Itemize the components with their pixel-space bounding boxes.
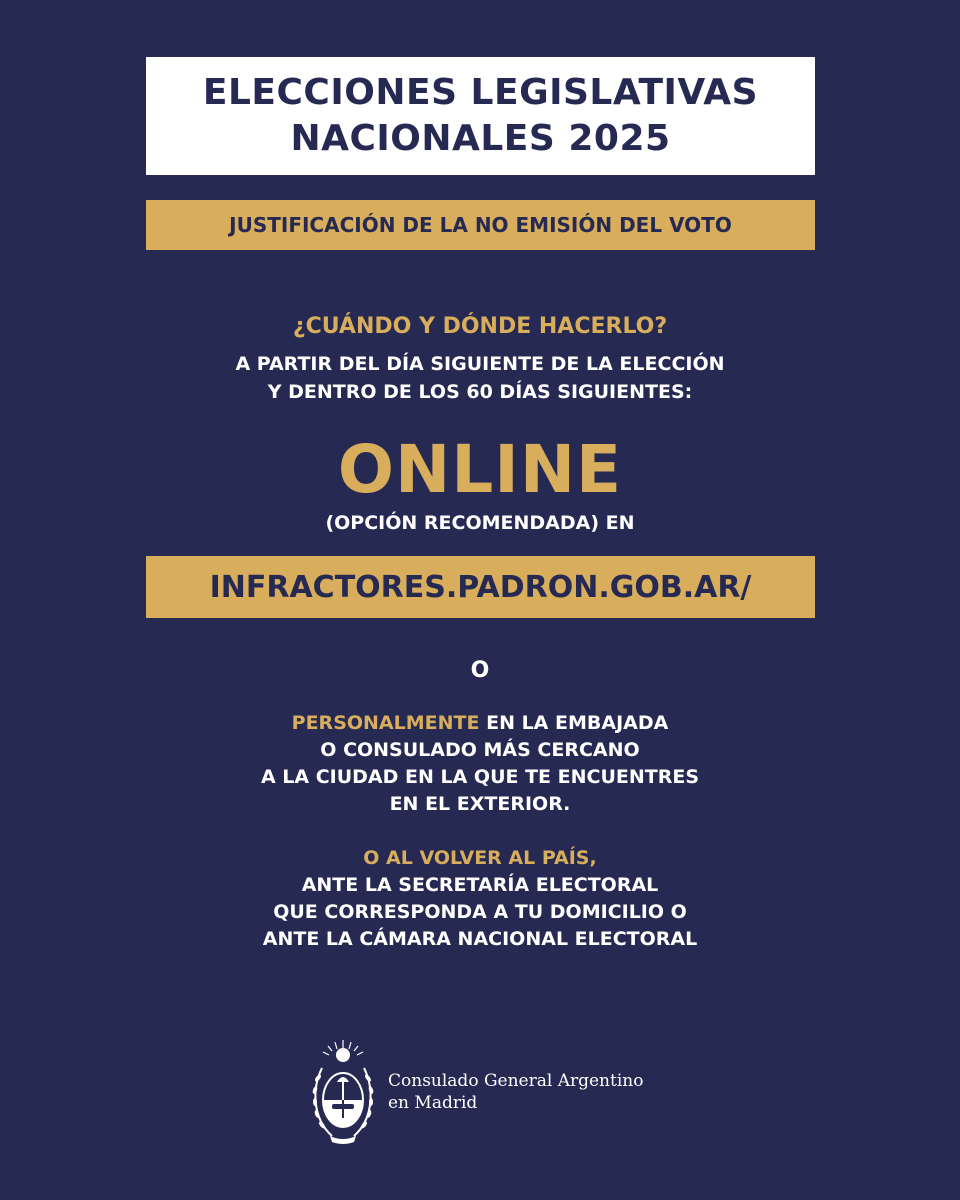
in-person-line-1 xyxy=(0,710,960,737)
in-person-highlight: PERSONALMENTE xyxy=(291,712,480,734)
subtitle-banner xyxy=(146,200,815,250)
title-line-2: NACIONALES 2025 xyxy=(290,118,671,159)
when-answer-line-1: A PARTIR DEL DÍA SIGUIENTE DE LA ELECCIÓN xyxy=(235,353,725,375)
return-highlight: O AL VOLVER AL PAÍS, xyxy=(363,847,597,869)
return-line-3: QUE CORRESPONDA A TU DOMICILIO O xyxy=(273,901,687,923)
consulate-name-line-2: en Madrid xyxy=(388,1093,478,1113)
argentina-coat-of-arms-icon xyxy=(308,1038,378,1146)
subtitle-text: JUSTIFICACIÓN DE LA NO EMISIÓN DEL VOTO xyxy=(229,213,732,237)
in-person-line-2: O CONSULADO MÁS CERCANO xyxy=(320,739,640,761)
title-line-1: ELECCIONES LEGISLATIVAS xyxy=(202,72,759,113)
footer-organization xyxy=(308,1036,668,1148)
in-person-line-4: EN EL EXTERIOR. xyxy=(389,793,571,815)
online-heading: ONLINE xyxy=(337,431,623,508)
in-person-line-1-rest: EN LA EMBAJADA xyxy=(479,712,669,734)
consulate-name xyxy=(388,1070,643,1114)
in-person-block xyxy=(0,710,960,818)
recommended-option-note: (OPCIÓN RECOMENDADA) EN xyxy=(325,512,635,534)
in-person-line-3: A LA CIUDAD EN LA QUE TE ENCUENTRES xyxy=(260,766,700,788)
consulate-name-line-1: Consulado General Argentino xyxy=(388,1071,644,1091)
url-banner xyxy=(146,556,815,618)
return-line-2: ANTE LA SECRETARÍA ELECTORAL xyxy=(301,874,659,896)
return-block xyxy=(0,845,960,953)
or-separator: O xyxy=(470,658,490,683)
when-where-answer xyxy=(0,350,960,406)
when-where-question: ¿CUÁNDO Y DÓNDE HACERLO? xyxy=(292,314,668,339)
return-line-4: ANTE LA CÁMARA NACIONAL ELECTORAL xyxy=(262,928,698,950)
title-box xyxy=(146,57,815,175)
when-answer-line-2: Y DENTRO DE LOS 60 DÍAS SIGUIENTES: xyxy=(267,381,693,403)
url-link[interactable]: INFRACTORES.PADRON.GOB.AR/ xyxy=(209,569,752,605)
